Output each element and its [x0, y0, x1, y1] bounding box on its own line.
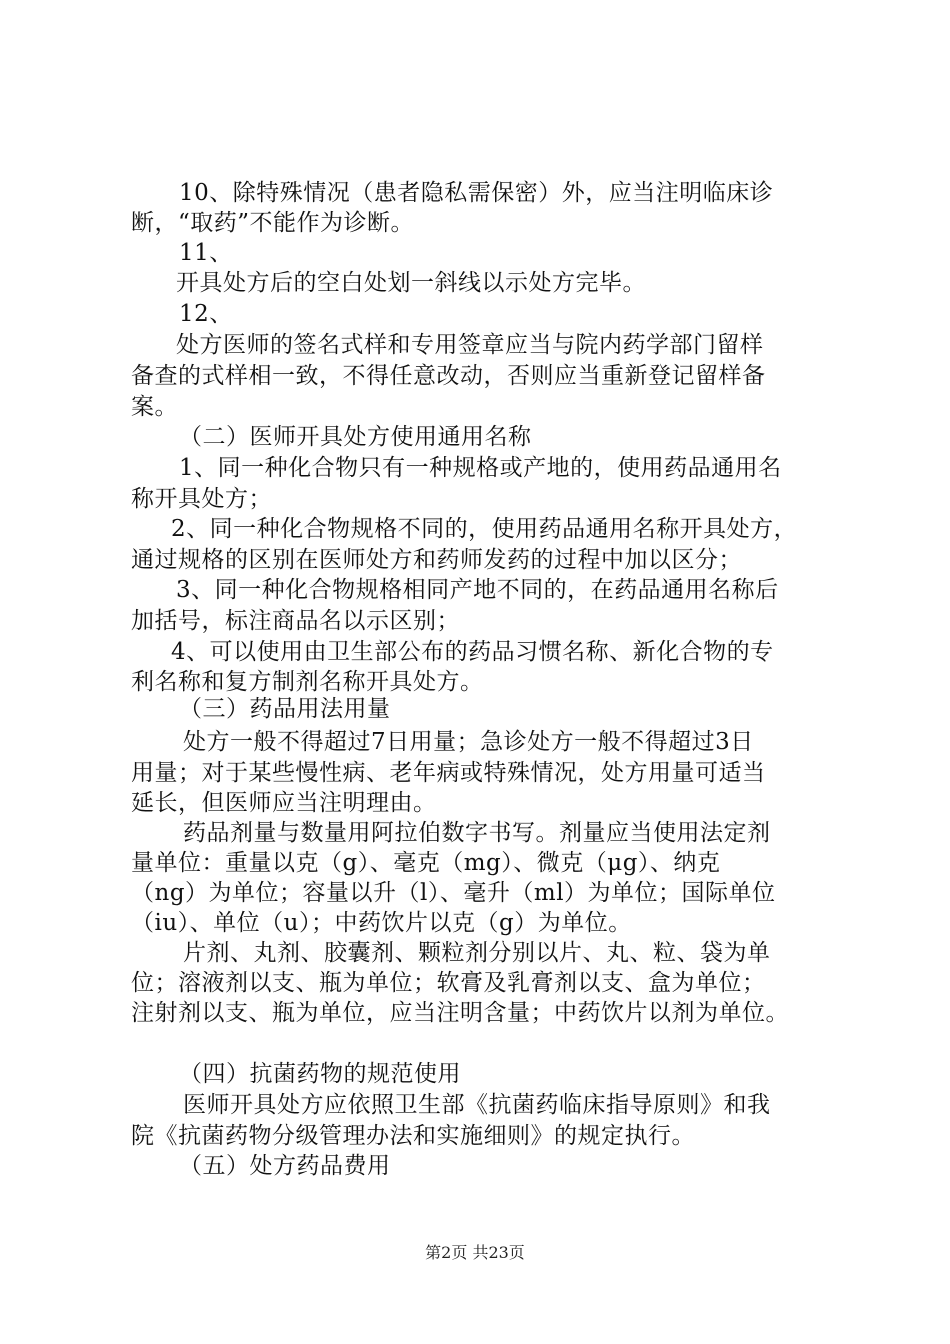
text-line: 量单位：重量以克（g）、毫克（mg）、微克（μg）、纳克: [131, 850, 721, 876]
text-line: 备查的式样相一致，不得任意改动，否则应当重新登记留样备: [131, 363, 766, 389]
text-line: 1、同一种化合物只有一种规格或产地的，使用药品通用名: [179, 455, 782, 481]
section-heading: （四）抗菌药物的规范使用: [179, 1061, 461, 1087]
text-line: 药品剂量与数量用阿拉伯数字书写。剂量应当使用法定剂: [183, 820, 771, 846]
text-line: 通过规格的区别在医师处方和药师发药的过程中加以区分；: [131, 547, 742, 573]
text-line: 处方一般不得超过7日用量；急诊处方一般不得超过3日: [183, 729, 754, 755]
text-line: 加括号，标注商品名以示区别；: [131, 608, 460, 634]
text-line: 2、同一种化合物规格不同的，使用药品通用名称开具处方，: [171, 516, 798, 542]
text-line: 11、: [179, 240, 233, 266]
text-line: 院《抗菌药物分级管理办法和实施细则》的规定执行。: [131, 1123, 695, 1149]
text-line: 注射剂以支、瓶为单位，应当注明含量；中药饮片以剂为单位。: [131, 1000, 789, 1026]
text-line: 断，“取药”不能作为诊断。: [131, 210, 415, 236]
text-line: 案。: [131, 394, 178, 420]
section-heading: （五）处方药品费用: [179, 1153, 391, 1179]
text-line: 利名称和复方制剂名称开具处方。: [131, 669, 484, 695]
text-line: 10、除特殊情况（患者隐私需保密）外，应当注明临床诊: [179, 180, 774, 206]
section-heading: （三）药品用法用量: [179, 696, 391, 722]
text-line: 12、: [179, 301, 233, 327]
text-line: 延长，但医师应当注明理由。: [131, 790, 437, 816]
text-line: 称开具处方；: [131, 486, 272, 512]
text-line: 医师开具处方应依照卫生部《抗菌药临床指导原则》和我: [183, 1092, 771, 1118]
text-line: （ng）为单位；容量以升（l）、毫升（ml）为单位；国际单位: [131, 880, 776, 906]
text-line: 片剂、丸剂、胶囊剂、颗粒剂分别以片、丸、粒、袋为单: [183, 940, 771, 966]
text-line: 开具处方后的空白处划一斜线以示处方完毕。: [176, 270, 646, 296]
text-line: 3、同一种化合物规格相同产地不同的，在药品通用名称后: [176, 577, 779, 603]
section-heading: （二）医师开具处方使用通用名称: [179, 424, 532, 450]
text-line: （iu）、单位（u）；中药饮片以克（g）为单位。: [131, 910, 632, 936]
text-line: 用量；对于某些慢性病、老年病或特殊情况，处方用量可适当: [131, 760, 766, 786]
text-line: 处方医师的签名式样和专用签章应当与院内药学部门留样: [176, 332, 764, 358]
text-line: 4、可以使用由卫生部公布的药品习惯名称、新化合物的专: [171, 639, 774, 665]
page-footer: 第2页 共23页: [425, 1243, 525, 1262]
text-line: 位；溶液剂以支、瓶为单位；软膏及乳膏剂以支、盒为单位；: [131, 970, 766, 996]
